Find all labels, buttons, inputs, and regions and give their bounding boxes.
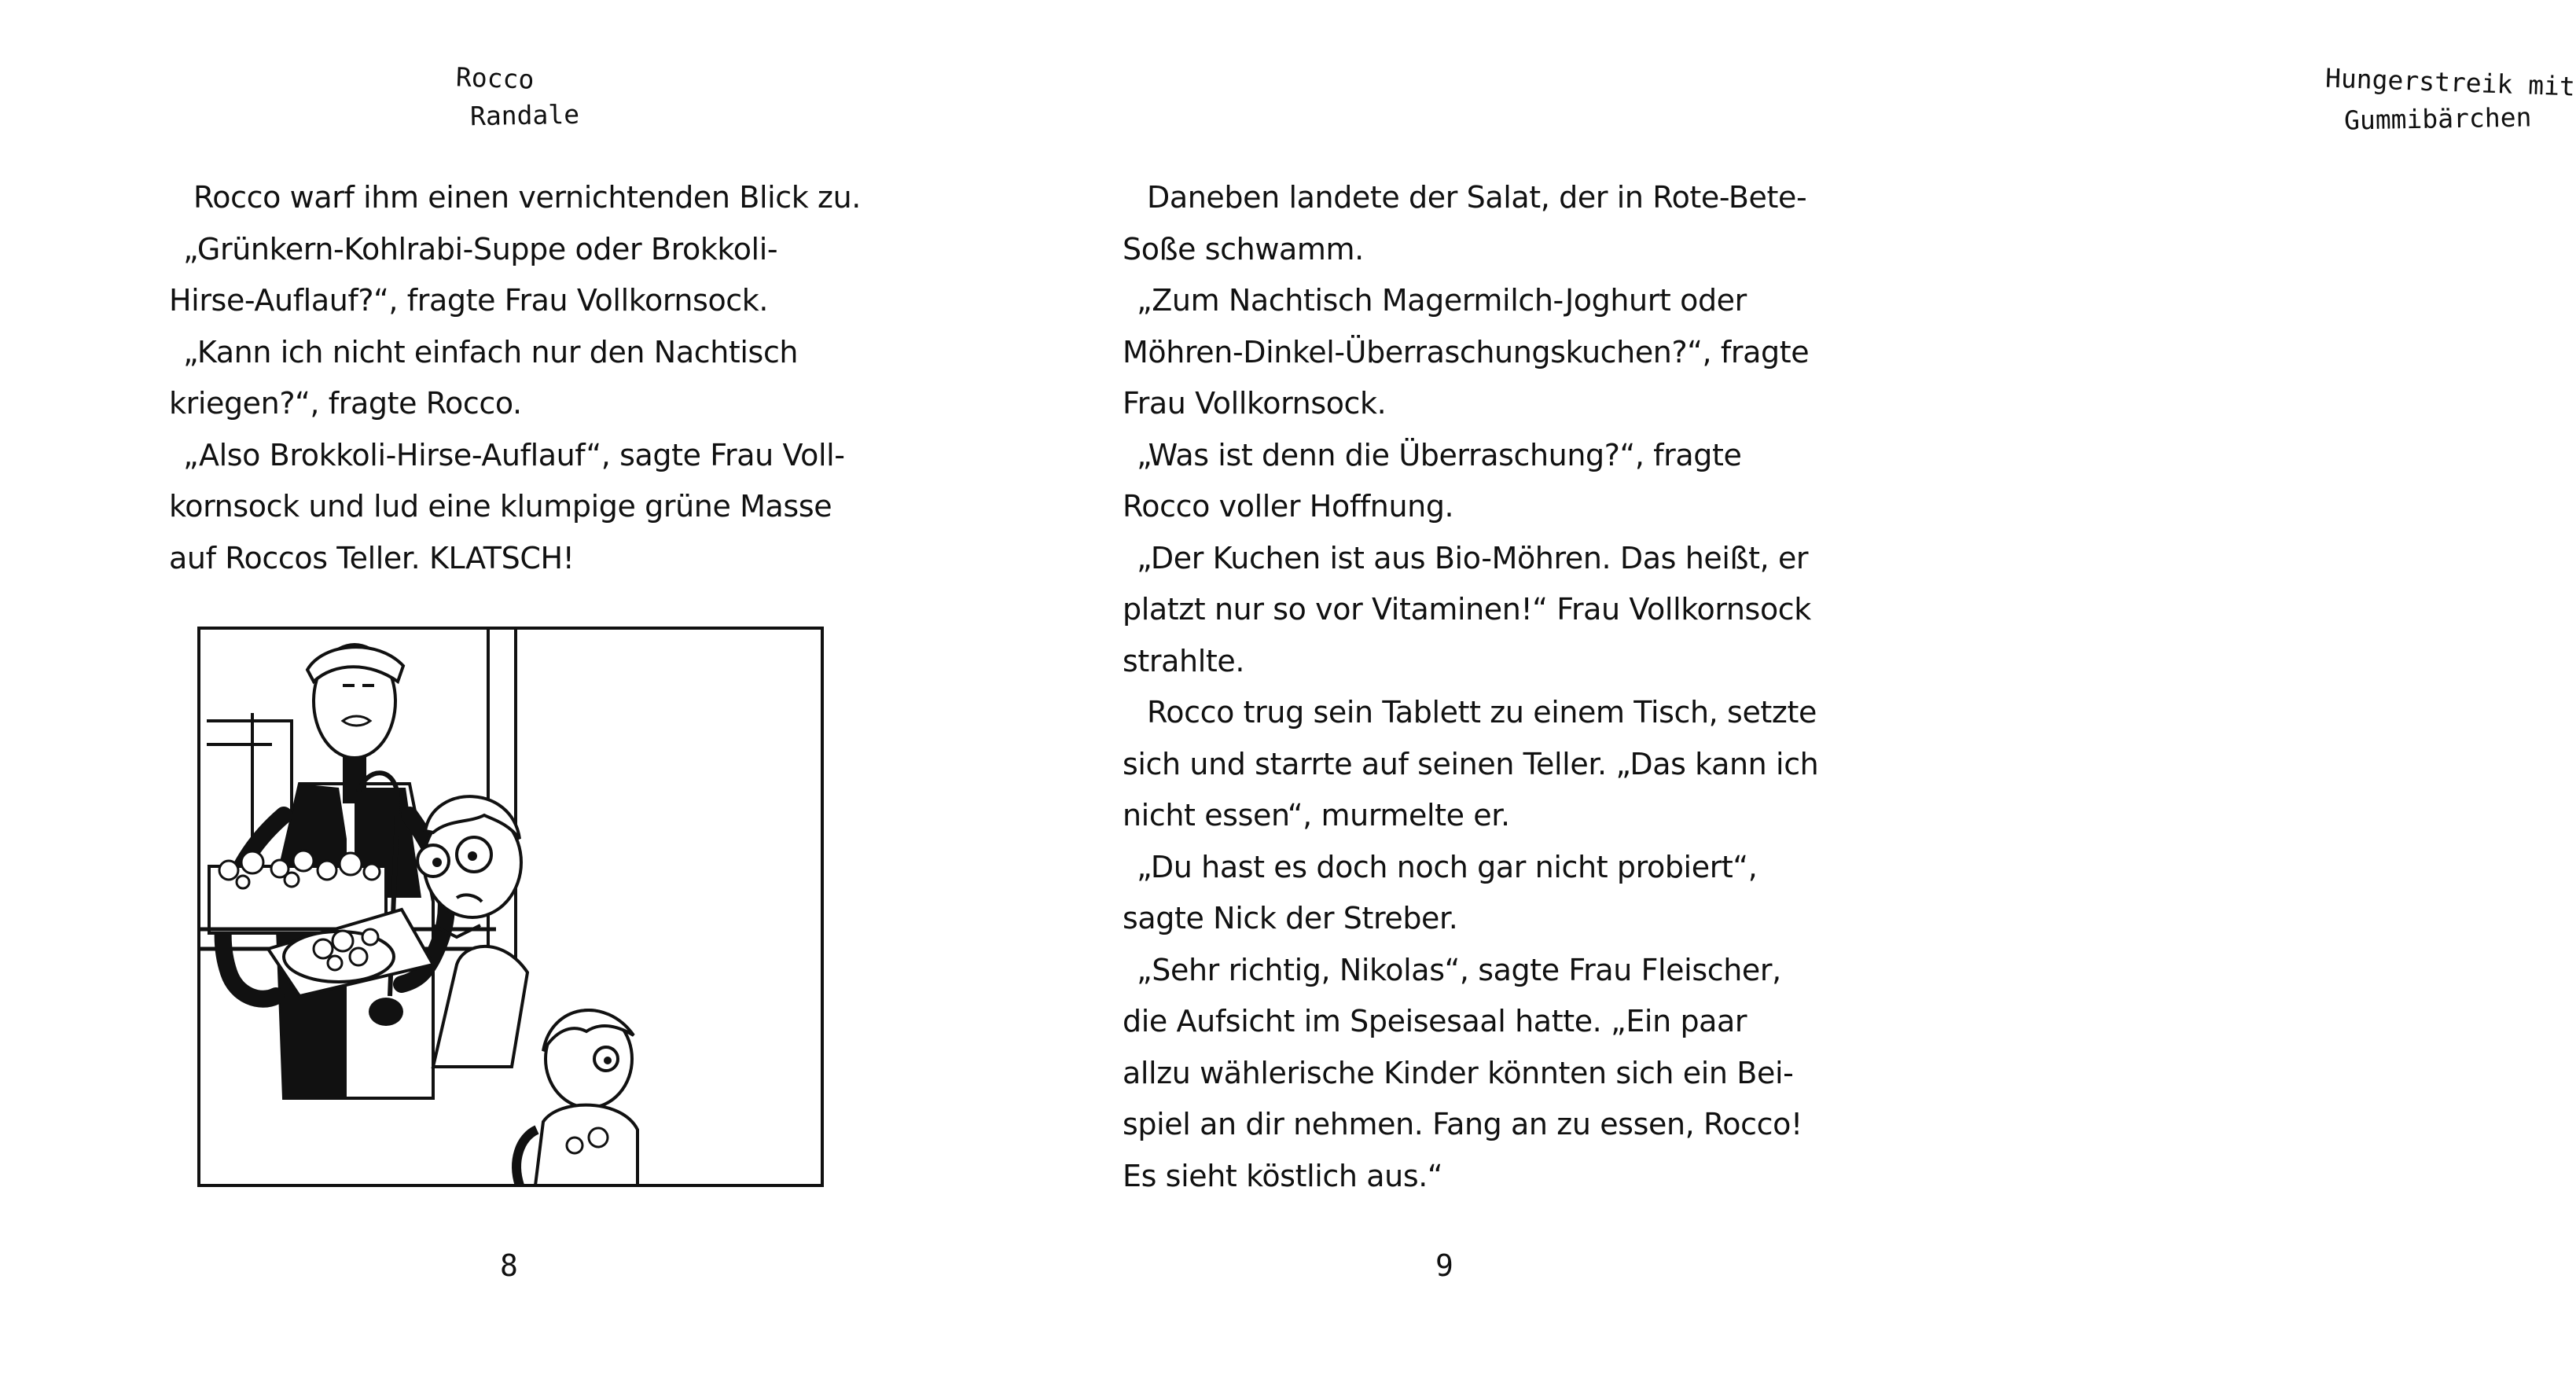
text-line: Soße schwamm.	[1123, 231, 1364, 266]
text-line: „Sehr richtig, Nikolas“, sagte Frau Fleischer,	[1137, 952, 1781, 987]
text-line: auf Roccos Teller. KLATSCH!	[169, 540, 575, 575]
body-text-left	[169, 172, 861, 584]
text-line: „Was ist denn die Überraschung?“, fragte	[1137, 437, 1742, 472]
illustration-icon	[197, 627, 824, 1187]
text-line: Möhren-Dinkel-Überraschungskuchen?“, fragte	[1123, 334, 1810, 369]
text-line: „Du hast es doch noch gar nicht probiert“,	[1137, 849, 1758, 884]
text-line: Daneben landete der Salat, der in Rote-Bete-	[1147, 180, 1807, 215]
text-line: sich und starrte auf seinen Teller. „Das kann ich	[1123, 746, 1819, 781]
text-line: spiel an dir nehmen. Fang an zu essen, Rocco!	[1123, 1107, 1802, 1141]
text-line: Es sieht köstlich aus.“	[1123, 1158, 1443, 1193]
text-line: nicht essen“, murmelte er.	[1123, 798, 1510, 833]
text-line: strahlte.	[1123, 643, 1245, 678]
text-line: allzu wählerische Kinder könnten sich ein Bei-	[1123, 1055, 1794, 1090]
page-number-right: 9	[1435, 1248, 1453, 1283]
text-line: Rocco trug sein Tablett zu einem Tisch, setzte	[1147, 695, 1817, 730]
body-text-right	[1123, 172, 1818, 1202]
page-number-left: 8	[500, 1248, 518, 1283]
text-line: „Grünkern-Kohlrabi-Suppe oder Brokkoli-	[183, 231, 778, 266]
running-head-line: Gummibärchen	[2343, 101, 2532, 136]
running-head-right	[2325, 64, 2575, 137]
running-head-line: Hungerstreik mit	[2324, 62, 2576, 102]
text-line: „Zum Nachtisch Magermilch-Joghurt oder	[1137, 283, 1747, 318]
running-head-line: Randale	[469, 98, 580, 132]
text-line: sagte Nick der Streber.	[1123, 901, 1458, 935]
text-line: Rocco warf ihm einen vernichtenden Blick zu.	[193, 180, 861, 215]
running-head-left	[456, 61, 579, 134]
text-line: die Aufsicht im Speisesaal hatte. „Ein paar	[1123, 1004, 1747, 1038]
text-line: „Der Kuchen ist aus Bio-Möhren. Das heißt, er	[1137, 540, 1809, 575]
text-line: Rocco voller Hoffnung.	[1123, 489, 1454, 524]
running-head-line: Rocco	[455, 61, 535, 95]
text-line: Frau Vollkornsock.	[1123, 386, 1387, 421]
text-line: kornsock und lud eine klumpige grüne Masse	[169, 489, 832, 524]
text-line: kriegen?“, fragte Rocco.	[169, 386, 522, 421]
text-line: Hirse-Auflauf?“, fragte Frau Vollkornsock.	[169, 283, 769, 318]
left-page	[0, 0, 975, 1382]
text-line: „Kann ich nicht einfach nur den Nachtisch	[183, 334, 799, 369]
text-line: „Also Brokkoli-Hirse-Auflauf“, sagte Frau Voll-	[183, 437, 845, 472]
text-line: platzt nur so vor Vitaminen!“ Frau Vollkornsock	[1123, 592, 1811, 627]
